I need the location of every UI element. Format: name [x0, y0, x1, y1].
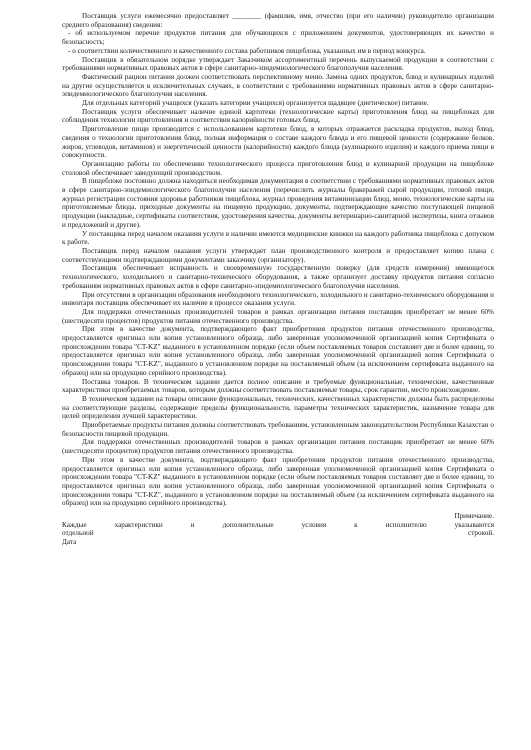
paragraph-reporting-intro: Поставщик услуги ежемесячно предоставляет ________ (фамилия, имя, отчество (при его наличии) руководителю организации среднего образования) сведения:: [62, 12, 494, 29]
paragraph-assortment-approval: Поставщик в обязательном порядке утверждает Заказчиком ассортиментный перечень выпускаемой продукции в соответствии с требованиями нормативных правовых актов в сфере санитарно-эпидемиологического благополучия населения.: [62, 55, 494, 73]
paragraph-staff-compliance: - о соответствии количественного и качественного состава работников пищеблока, указанных им в период конкурса.: [68, 46, 426, 55]
note-label: Примечание.: [454, 512, 494, 521]
document-body: [62, 12, 494, 547]
paragraph-domestic-support-2: Для поддержки отечественных производителей товаров в рамках организации питания поставщик приобретает не менее 60% (шестидесяти процентов) продуктов питания отечественного производства.: [62, 438, 494, 456]
paragraph-food-safety: Приобретаемые продукты питания должны соответствовать требованиям, установленным законодательством Республики Казахстан о безопасности пищевой продукции.: [62, 421, 494, 438]
paragraph-equipment-verification: Поставщик обеспечивает исправность и своевременную государственную поверку (для средств измерения) имеющегося технологического, холодильного и санитарно-технического оборудования, а также организует доставку продуктов питания согласно требованиям нормативных правовых актов в сфере санитарно-эпидемиологического благополучия населения.: [62, 264, 494, 290]
paragraph-products-list: - об используемом перечне продуктов питания для обучающихся с приложением документов, удостоверяющих их качество и безопасность;: [62, 29, 494, 47]
paragraph-medical-books: У поставщика перед началом оказания услуги в наличии имеются медицинские книжки на каждого работника пищеблока с допуском к работе.: [62, 229, 494, 247]
paragraph-production-head: Организацию работы по обеспечению технологического процесса приготовления блюд и кулинарной продукции на пищеблоке столовой обеспечивает заведующий производством.: [62, 159, 494, 177]
paragraph-certificate-2: При этом в качестве документа, подтверждающего факт приобретения продуктов питания отечественного производства, предоставляется оригинал или копия установленного образца, либо заверенная уполномоченной организацией копия Сертификата о происхождении товара "CT-KZ" выданного в установленном порядке (если объем поставляемых товаров составляет две и более единиц, то предоставляется оригинал или копия установленного образца, либо заверенная уполномоченной организацией копия Сертификата о происхождении товара "CT-KZ", выданного в установленном порядке на поставляемый объем (за исключением сертификата выданного на образец) или на продукцию серийного производства).: [62, 455, 494, 508]
paragraph-equipment-absence: При отсутствии в организации образования необходимого технологического, холодильного и санитарно-технического оборудования и инвентаря поставщик обеспечивает их наличие в процессе оказания услуги.: [62, 290, 494, 308]
note-line-1: Каждые характеристики и дополнительные условия к исполнителю указываются: [62, 520, 494, 529]
paragraph-certificate-1: При этом в качестве документа, подтверждающего факт приобретения продуктов питания отечественного производства, предоставляется оригинал или копия установленного образца, либо заверенная уполномоченной организацией копия Сертификата о происхождении товара "CT-KZ" выданного в установленном порядке (если объем поставляемых товаров составляет две и более единиц, то предоставляется оригинал или копия установленного образца, либо заверенная уполномоченной организацией копия Сертификата о происхождении товара "CT-KZ", выданного в установленном порядке на поставляемый объем (за исключением сертификата выданного на образец) или на продукцию серийного производства).: [62, 325, 494, 377]
paragraph-food-preparation: Приготовление пищи производится с использованием картотеки блюд, в которых отражается раскладка продуктов, выход блюд, сведения о технологии приготовления блюд, полная информация о составе каждого блюда и его пищевой ценности (содержание белков, жиров, углеводов, витаминов) и энергетической ценности (калорийности) каждого блюда (кулинарного изделия) и каждого приема пищи в совокупности.: [62, 125, 494, 160]
paragraph-goods-delivery: Поставка товаров. В техническом задании дается полное описание и требуемые функциональные, технические, качественные характеристики приобретаемых товаров, которым должны соответствовать поставляемые товары, срок гарантии, место происхождение.: [62, 377, 494, 395]
paragraph-diet-nutrition: Для отдельных категорий учащихся (указать категории учащихся) организуется щадящее (диетическое) питание.: [82, 99, 429, 108]
paragraph-documentation: В пищеблоке постоянно должна находиться необходимая документация в соответствии с требованиями нормативных правовых актов в сфере санитарно-эпидемиологического благополучия населения (перечислить журналы бракеражей сырой продукции, готовой пищи, журнал регистрации состояния здоровья работников пищеблока, журнал проведения витаминизации блюд, меню, технологические карты на приготовляемые блюда, приходные документы на пищевую продукцию, документы, подтверждающие качество поступающей пищевой продукции (накладные, сертификаты соответствия, удостоверения качества, документы ветеринарно-санитарной экспертизы, книга отзывов и предложений и другие).: [62, 177, 494, 229]
paragraph-technical-specs: В техническом задании на товары описание функциональных, технических, качественных характеристик должны быть распределены на соответствующие разделы, содержащие пределы функциональности, параметры технических характеристик, назначение товара для целей определения лучшей характеристики.: [62, 394, 494, 421]
note-line-2-left: отдельной: [62, 529, 94, 538]
paragraph-domestic-support-1: Для поддержки отечественных производителей товаров в рамках организации питания поставщик приобретает не менее 60% (шестидесяти процентов) продуктов питания отечественного производства.: [62, 307, 494, 325]
note-line-2: [62, 529, 494, 538]
paragraph-actual-ration: Фактический рацион питания должен соответствовать перспективному меню. Замена одних продуктов, блюд и кулинарных изделий на другие осуществляется в исключительных случаях, в соответствии с требованиями нормативных правовых актов в сфере санитарно-эпидемиологического благополучия населения.: [62, 72, 494, 99]
paragraph-card-index: Поставщик услуги обеспечивает наличие единой картотеки (технологические карты) приготовления блюд на пищеблоках для соблюдения технологии приготовления и соответствия калорийности готовых блюд.: [62, 107, 494, 125]
note-line-2-right: строкой.: [468, 529, 494, 538]
date-label: Дата: [62, 538, 77, 547]
paragraph-control-plan: Поставщик перед началом оказания услуги утверждает план производственного контроля и предоставляет копию плана с соответствующими подтверждающими документами заказчику (организатору).: [62, 246, 494, 264]
